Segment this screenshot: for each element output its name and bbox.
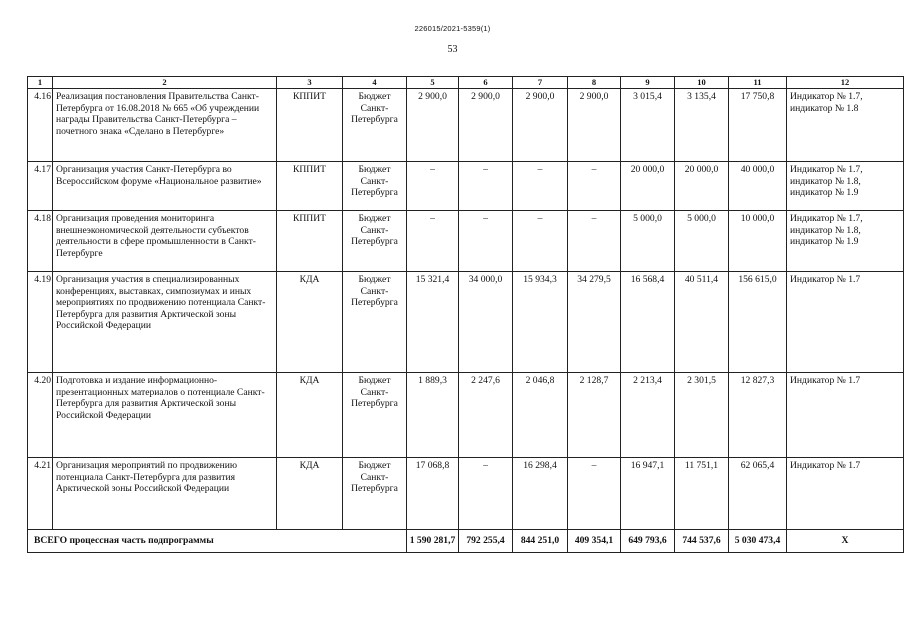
column-header: 3: [277, 77, 343, 89]
column-header: 12: [787, 77, 904, 89]
activity-name: Организация участия Санкт-Петербурга во Всероссийском форуме «Национальное развитие»: [53, 162, 277, 211]
row-number: 4.17: [28, 162, 53, 211]
value-cell: 2 900,0: [459, 89, 513, 162]
value-cell: 2 900,0: [513, 89, 568, 162]
value-cell: 16 568,4: [621, 272, 675, 373]
value-cell: 2 301,5: [675, 373, 729, 458]
value-cell: –: [568, 211, 621, 272]
value-cell: –: [513, 162, 568, 211]
total-row: [28, 530, 904, 553]
executor: КДА: [277, 373, 343, 458]
funding-source: Бюджет Санкт-Петербурга: [343, 373, 407, 458]
value-cell: 40 511,4: [675, 272, 729, 373]
activity-name: Организация мероприятий по продвижению потенциала Санкт-Петербурга для развития Арктической зоны Российской Федерации: [53, 458, 277, 530]
row-number: 4.20: [28, 373, 53, 458]
funding-source: Бюджет Санкт-Петербурга: [343, 211, 407, 272]
table-row: [28, 89, 904, 162]
column-header: 6: [459, 77, 513, 89]
activity-name: Подготовка и издание информационно-презентационных материалов о потенциале Санкт-Петербурга для развития Арктической зоны Российской Федерации: [53, 373, 277, 458]
row-number: 4.21: [28, 458, 53, 530]
indicator: Индикатор № 1.7, индикатор № 1.8: [787, 89, 904, 162]
column-header: 1: [28, 77, 53, 89]
value-cell: 2 247,6: [459, 373, 513, 458]
value-cell: 5 000,0: [621, 211, 675, 272]
executor: КППИТ: [277, 162, 343, 211]
value-cell: 10 000,0: [729, 211, 787, 272]
value-cell: 34 279,5: [568, 272, 621, 373]
executor: КППИТ: [277, 211, 343, 272]
value-cell: –: [568, 458, 621, 530]
indicator: Индикатор № 1.7, индикатор № 1.8, индикатор № 1.9: [787, 211, 904, 272]
value-cell: –: [459, 162, 513, 211]
value-cell: 20 000,0: [675, 162, 729, 211]
value-cell: 12 827,3: [729, 373, 787, 458]
value-cell: 2 213,4: [621, 373, 675, 458]
value-cell: 3 135,4: [675, 89, 729, 162]
column-header: 10: [675, 77, 729, 89]
column-header: 9: [621, 77, 675, 89]
executor: КДА: [277, 272, 343, 373]
value-cell: 156 615,0: [729, 272, 787, 373]
total-indicator: Х: [787, 530, 904, 553]
value-cell: 17 750,8: [729, 89, 787, 162]
activity-name: Реализация постановления Правительства Санкт-Петербурга от 16.08.2018 № 665 «Об учреждении награды Правительства Санкт-Петербурга – почетного знака «Сделано в Петербурге»: [53, 89, 277, 162]
row-number: 4.19: [28, 272, 53, 373]
row-number: 4.16: [28, 89, 53, 162]
table-row: [28, 162, 904, 211]
value-cell: 16 298,4: [513, 458, 568, 530]
value-cell: –: [459, 458, 513, 530]
column-header: 2: [53, 77, 277, 89]
value-cell: 2 900,0: [407, 89, 459, 162]
value-cell: –: [568, 162, 621, 211]
indicator: Индикатор № 1.7: [787, 373, 904, 458]
table-row: [28, 458, 904, 530]
value-cell: 20 000,0: [621, 162, 675, 211]
executor: КППИТ: [277, 89, 343, 162]
value-cell: 2 900,0: [568, 89, 621, 162]
value-cell: –: [407, 211, 459, 272]
value-cell: –: [459, 211, 513, 272]
value-cell: 1 889,3: [407, 373, 459, 458]
total-label: ВСЕГО процессная часть подпрограммы: [28, 530, 407, 553]
executor: КДА: [277, 458, 343, 530]
indicator: Индикатор № 1.7: [787, 458, 904, 530]
value-cell: 2 128,7: [568, 373, 621, 458]
document-number: 226015/2021-5359(1): [414, 24, 491, 33]
table-row: [28, 211, 904, 272]
value-cell: 11 751,1: [675, 458, 729, 530]
funding-source: Бюджет Санкт-Петербурга: [343, 89, 407, 162]
value-cell: 34 000,0: [459, 272, 513, 373]
total-value: 649 793,6: [621, 530, 675, 553]
funding-source: Бюджет Санкт-Петербурга: [343, 272, 407, 373]
table-row: [28, 272, 904, 373]
value-cell: 40 000,0: [729, 162, 787, 211]
column-header: 5: [407, 77, 459, 89]
value-cell: 16 947,1: [621, 458, 675, 530]
row-number: 4.18: [28, 211, 53, 272]
value-cell: 15 321,4: [407, 272, 459, 373]
subprogram-table: [27, 76, 904, 553]
total-value: 844 251,0: [513, 530, 568, 553]
total-value: 409 354,1: [568, 530, 621, 553]
indicator: Индикатор № 1.7: [787, 272, 904, 373]
column-header: 8: [568, 77, 621, 89]
value-cell: 17 068,8: [407, 458, 459, 530]
column-header: 7: [513, 77, 568, 89]
total-value: 792 255,4: [459, 530, 513, 553]
indicator: Индикатор № 1.7, индикатор № 1.8, индикатор № 1.9: [787, 162, 904, 211]
value-cell: 5 000,0: [675, 211, 729, 272]
page-number: 53: [447, 44, 458, 55]
funding-source: Бюджет Санкт-Петербурга: [343, 162, 407, 211]
table-header-row: [28, 77, 904, 89]
total-value: 744 537,6: [675, 530, 729, 553]
total-value: 1 590 281,7: [407, 530, 459, 553]
column-header: 4: [343, 77, 407, 89]
value-cell: –: [407, 162, 459, 211]
value-cell: 3 015,4: [621, 89, 675, 162]
activity-name: Организация участия в специализированных конференциях, выставках, симпозиумах и иных мероприятиях по продвижению потенциала Санкт-Петербурга для развития Арктической зоны Российской Федерации: [53, 272, 277, 373]
column-header: 11: [729, 77, 787, 89]
value-cell: 62 065,4: [729, 458, 787, 530]
total-value: 5 030 473,4: [729, 530, 787, 553]
funding-source: Бюджет Санкт-Петербурга: [343, 458, 407, 530]
table-row: [28, 373, 904, 458]
activity-name: Организация проведения мониторинга внешнеэкономической деятельности субъектов деятельности в сфере промышленности в Санкт-Петербурге: [53, 211, 277, 272]
value-cell: 15 934,3: [513, 272, 568, 373]
value-cell: –: [513, 211, 568, 272]
value-cell: 2 046,8: [513, 373, 568, 458]
